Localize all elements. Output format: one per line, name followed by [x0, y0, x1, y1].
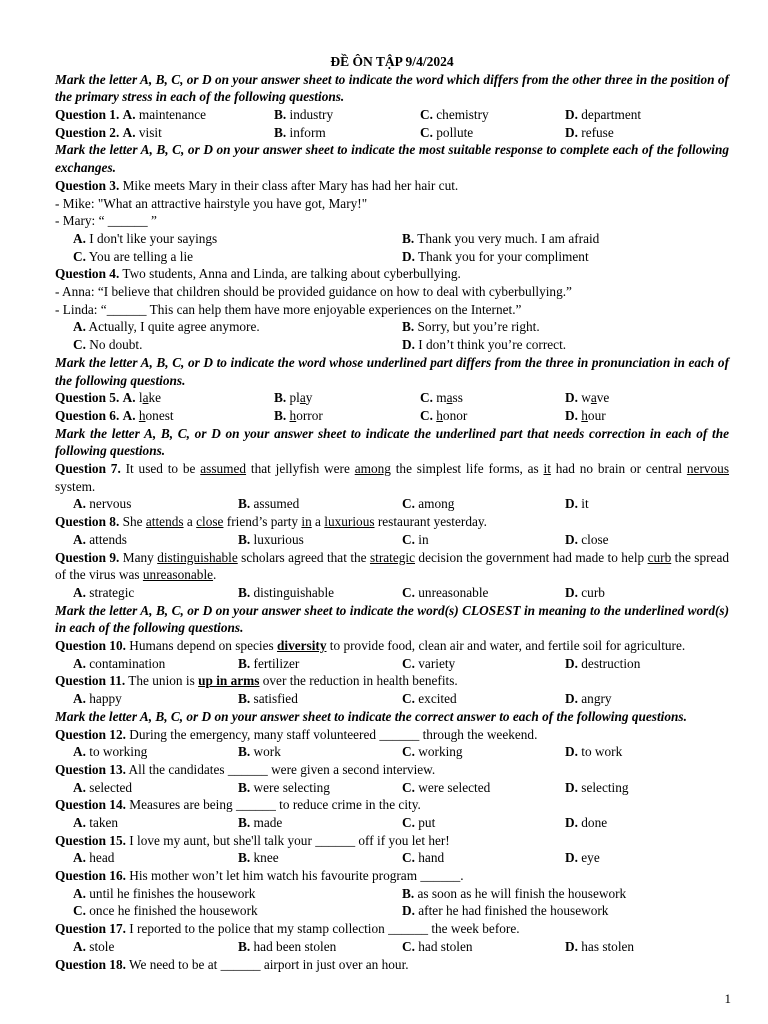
underlined-part: it — [543, 461, 551, 477]
option-letter: A. — [73, 850, 86, 866]
option-letter: B. — [238, 779, 251, 795]
text: over the reduction in health benefits. — [259, 673, 458, 689]
option-b: made — [253, 815, 283, 830]
text: a — [183, 514, 197, 530]
option-letter: A. — [73, 496, 86, 512]
option-c: pollute — [436, 124, 474, 140]
option-letter: D. — [565, 779, 578, 795]
option-b — [290, 408, 323, 423]
underlined-part: a — [590, 390, 597, 406]
option-c — [436, 390, 463, 405]
underlined-part: close — [196, 514, 224, 530]
text: It used to be — [120, 461, 201, 477]
option-letter: D. — [565, 107, 578, 123]
dialogue-line: - Linda: “______ This can help them have more enjoyable experiences on the Internet.” — [55, 301, 522, 317]
question-3-stem — [55, 177, 729, 195]
text: system. — [55, 478, 96, 494]
option-a: strategic — [89, 584, 135, 600]
question-label: Question 3. — [55, 177, 120, 193]
option-c: You are telling a lie — [88, 248, 194, 264]
text: that jellyfish were — [246, 461, 355, 477]
option-letter: C. — [73, 248, 86, 264]
word-part: orror — [296, 407, 323, 423]
question-8-options — [55, 531, 729, 549]
option-d: I don’t think you’re correct. — [418, 337, 567, 353]
option-letter: B. — [238, 691, 251, 707]
option-d: after he had finished the housework — [418, 903, 609, 919]
question-stem: Measures are being ______ to reduce crime in the city. — [125, 797, 421, 813]
question-7-options — [55, 495, 729, 513]
option-letter: D. — [565, 691, 578, 707]
option-a: happy — [89, 691, 122, 707]
option-c: among — [418, 496, 455, 512]
page-number: 1 — [724, 991, 731, 1006]
option-a — [139, 408, 174, 423]
option-letter: C. — [402, 496, 415, 512]
question-2 — [55, 124, 729, 142]
option-letter: D. — [565, 390, 578, 406]
question-18-stem — [55, 956, 729, 974]
word-part: l — [138, 390, 143, 406]
question-6 — [55, 407, 729, 425]
option-letter: B. — [402, 231, 415, 246]
text: The union is — [125, 673, 199, 689]
option-letter: A. — [73, 815, 86, 830]
option-letter: B. — [238, 655, 251, 671]
option-letter: A. — [73, 691, 86, 707]
question-stem: I love my aunt, but she'll talk your ______ off if you let her! — [125, 832, 450, 848]
option-a: to working — [89, 744, 148, 760]
option-b: assumed — [253, 496, 300, 512]
question-4-options-row-2 — [55, 336, 729, 354]
question-5 — [55, 389, 729, 407]
option-b: were selecting — [253, 779, 330, 795]
option-d: done — [581, 815, 608, 830]
option-letter: C. — [420, 107, 433, 123]
section-instruction-stress: Mark the letter A, B, C, or D on your answer sheet to indicate the word which differs from the other three in the position of the primary stress in each of the following questions. — [55, 71, 729, 105]
section-instruction-correct-answer: Mark the letter A, B, C, or D on your answer sheet to indicate the correct answer to each of the following questions. — [55, 708, 687, 724]
question-14-options — [55, 814, 729, 832]
text: She — [119, 514, 146, 530]
option-b: fertilizer — [253, 655, 300, 671]
option-letter: C. — [402, 655, 415, 671]
question-label: Question 11. — [55, 673, 126, 689]
option-letter: D. — [565, 124, 578, 140]
option-d: angry — [581, 691, 612, 707]
option-a: until he finishes the housework — [89, 885, 256, 901]
question-label: Question 8. — [55, 514, 120, 530]
word-part: m — [436, 390, 447, 406]
option-letter: D. — [565, 496, 578, 512]
underlined-part: nervous — [686, 461, 730, 477]
option-c: chemistry — [436, 107, 489, 123]
question-10-options — [55, 655, 729, 673]
option-b: work — [253, 744, 281, 760]
option-letter: A. — [73, 779, 86, 795]
question-label: Question 5. — [55, 390, 120, 406]
underlined-part: attends — [145, 514, 184, 530]
option-a: Actually, I quite agree anymore. — [88, 319, 260, 335]
option-a: attends — [89, 531, 127, 547]
option-a: contamination — [89, 655, 166, 671]
question-3-options-row-2 — [55, 248, 729, 266]
option-b: had been stolen — [253, 938, 337, 954]
word-part: ve — [596, 390, 610, 406]
underlined-part: h — [138, 407, 146, 423]
question-17-options — [55, 938, 729, 956]
option-letter: B. — [238, 584, 251, 600]
option-letter: C. — [402, 584, 415, 600]
question-label: Question 15. — [55, 832, 126, 848]
option-b: luxurious — [253, 531, 304, 547]
question-stem: All the candidates ______ were given a second interview. — [125, 761, 436, 777]
option-d: eye — [581, 850, 600, 866]
option-letter: C. — [420, 390, 433, 406]
option-letter: A. — [73, 319, 86, 335]
underlined-part: strategic — [369, 549, 416, 565]
option-letter: A. — [122, 390, 136, 406]
option-b: knee — [253, 850, 279, 866]
question-15-stem — [55, 832, 729, 850]
option-letter: A. — [73, 655, 86, 671]
option-a — [139, 390, 161, 405]
section-instruction-correction: Mark the letter A, B, C, or D on your answer sheet to indicate the underlined part that needs correction in each of the following questions. — [55, 425, 729, 459]
text: to provide food, clean air and water, and fertile soil for agriculture. — [326, 638, 686, 654]
option-letter: B. — [402, 885, 415, 901]
question-stem: We need to be at ______ airport in just over an hour. — [125, 956, 409, 972]
option-letter: A. — [73, 584, 86, 600]
underlined-part: h — [436, 407, 443, 423]
question-stem: I reported to the police that my stamp collection ______ the week before. — [125, 921, 520, 937]
option-c: had stolen — [418, 938, 473, 954]
question-16-stem — [55, 867, 729, 885]
option-letter: D. — [565, 531, 578, 547]
word-part: ke — [148, 390, 162, 406]
underlined-part: h — [289, 407, 297, 423]
word-part: ss — [452, 390, 463, 406]
option-b: satisfied — [253, 691, 298, 707]
question-14-stem — [55, 796, 729, 814]
option-letter: D. — [402, 248, 415, 264]
option-d — [581, 408, 605, 423]
option-a: visit — [138, 124, 162, 140]
option-d: curb — [581, 584, 605, 600]
option-letter: A. — [73, 531, 86, 547]
underlined-part: luxurious — [324, 514, 375, 530]
word-part: onest — [145, 407, 174, 423]
option-letter: A. — [122, 407, 136, 423]
question-stem: Mike meets Mary in their class after Mary has had her hair cut. — [122, 177, 459, 193]
question-label: Question 16. — [55, 868, 126, 884]
exam-document — [55, 53, 729, 973]
word-part: y — [305, 390, 313, 406]
option-a: taken — [89, 815, 119, 830]
question-13-stem — [55, 761, 729, 779]
option-a: nervous — [89, 496, 132, 512]
question-label: Question 17. — [55, 921, 126, 937]
question-stem: His mother won’t let him watch his favourite program ______. — [125, 868, 464, 884]
option-b: inform — [289, 124, 326, 140]
option-letter: C. — [73, 337, 86, 353]
underlined-part: h — [581, 407, 588, 423]
option-letter: C. — [402, 938, 415, 954]
option-letter: A. — [73, 885, 86, 901]
question-label: Question 14. — [55, 797, 126, 813]
option-c: once he finished the housework — [89, 903, 258, 919]
option-letter: B. — [274, 390, 287, 406]
option-d: refuse — [581, 124, 614, 140]
question-11-stem — [55, 672, 729, 690]
question-3-options-row-1 — [55, 230, 729, 248]
text: the simplest life forms, as — [390, 461, 544, 477]
dialogue-line: - Mike: "What an attractive hairstyle you have got, Mary!" — [55, 195, 368, 211]
option-c: variety — [418, 655, 456, 671]
question-8-stem — [55, 513, 729, 531]
option-letter: A. — [73, 231, 86, 246]
option-letter: D. — [402, 337, 415, 353]
option-letter: B. — [274, 124, 287, 140]
option-c — [436, 408, 467, 423]
question-label: Question 4. — [55, 266, 120, 282]
text: had no brain or central — [550, 461, 687, 477]
underlined-part: a — [446, 390, 453, 406]
option-letter: A. — [73, 938, 86, 954]
text: friend’s party — [223, 514, 302, 530]
option-letter: C. — [402, 850, 415, 866]
option-letter: C. — [402, 779, 415, 795]
text: restaurant yesterday. — [374, 514, 487, 530]
option-a: head — [89, 850, 115, 866]
question-stem: Two students, Anna and Linda, are talking about cyberbullying. — [122, 266, 461, 282]
option-letter: B. — [274, 407, 287, 423]
option-letter: B. — [238, 496, 251, 512]
question-7-stem — [55, 460, 729, 495]
text: the spread of the virus was — [55, 549, 730, 583]
option-c: No doubt. — [89, 337, 143, 353]
text: . — [213, 567, 217, 583]
option-letter: C. — [402, 744, 415, 760]
underlined-part: diversity — [276, 638, 327, 654]
option-d: it — [581, 496, 589, 512]
underlined-part: unreasonable — [142, 567, 214, 583]
text: a — [311, 514, 325, 530]
question-12-stem — [55, 726, 729, 744]
option-d: Thank you for your compliment — [418, 248, 589, 264]
option-letter: D. — [565, 815, 578, 830]
option-letter: B. — [402, 319, 415, 335]
option-letter: C. — [73, 903, 86, 919]
option-c: working — [418, 744, 463, 760]
question-15-options — [55, 849, 729, 867]
option-letter: A. — [122, 124, 136, 140]
underlined-part: a — [299, 390, 306, 406]
option-a: selected — [89, 779, 133, 795]
word-part: our — [587, 407, 606, 423]
word-part: w — [581, 390, 591, 406]
question-16-options-row-2 — [55, 902, 729, 920]
option-d: has stolen — [581, 938, 635, 954]
option-b: industry — [289, 107, 334, 123]
option-d: selecting — [581, 779, 629, 795]
option-a: stole — [89, 938, 115, 954]
section-instruction-exchanges: Mark the letter A, B, C, or D on your answer sheet to indicate the most suitable response to complete each of the following exchanges. — [55, 142, 729, 176]
question-label: Question 13. — [55, 761, 126, 777]
question-label: Question 9. — [55, 549, 120, 565]
question-label: Question 10. — [55, 638, 126, 654]
option-c: hand — [418, 850, 445, 866]
underlined-part: among — [354, 461, 391, 477]
option-letter: D. — [565, 655, 578, 671]
option-d: department — [581, 107, 642, 123]
option-d: close — [581, 531, 609, 547]
text: Many — [119, 549, 158, 565]
option-b: Thank you very much. I am afraid — [417, 231, 600, 246]
question-11-options — [55, 690, 729, 708]
word-part: pl — [289, 390, 300, 406]
question-stem: During the emergency, many staff volunteered ______ through the weekend. — [125, 726, 538, 742]
question-9-options — [55, 584, 729, 602]
option-letter: B. — [238, 744, 251, 760]
question-label: Question 7. — [55, 461, 121, 477]
option-b: as soon as he will finish the housework — [417, 885, 627, 901]
option-letter: C. — [420, 407, 433, 423]
option-c: excited — [418, 691, 457, 707]
word-part: onor — [442, 407, 468, 423]
option-b: distinguishable — [253, 584, 335, 600]
option-letter: D. — [565, 407, 578, 423]
question-12-options — [55, 743, 729, 761]
question-4-options-row-1 — [55, 318, 729, 336]
option-letter: D. — [565, 938, 578, 954]
option-d: to work — [581, 744, 623, 760]
option-a: maintenance — [138, 107, 207, 123]
option-letter: D. — [565, 744, 578, 760]
dialogue-line: - Mary: “ ______ ” — [55, 213, 157, 229]
underlined-part: curb — [647, 549, 672, 565]
option-a: I don't like your sayings — [89, 231, 218, 246]
question-10-stem — [55, 637, 729, 655]
text: scholars agreed that the — [237, 549, 370, 565]
text: Humans depend on species — [125, 638, 277, 654]
dialogue-line: - Anna: “I believe that children should be provided guidance on how to deal with cyberbullying.” — [55, 284, 572, 300]
option-letter: C. — [402, 691, 415, 707]
question-9-stem — [55, 549, 729, 584]
option-letter: C. — [402, 531, 415, 547]
option-letter: C. — [420, 124, 433, 140]
question-17-stem — [55, 920, 729, 938]
option-c: were selected — [418, 779, 491, 795]
option-b: Sorry, but you’re right. — [417, 319, 540, 335]
option-letter: B. — [274, 107, 287, 123]
underlined-part: distinguishable — [157, 549, 238, 565]
option-letter: D. — [565, 850, 578, 866]
option-d — [581, 390, 609, 405]
underlined-part: up in arms — [198, 673, 260, 689]
option-letter: C. — [402, 815, 415, 830]
section-instruction-closest-meaning: Mark the letter A, B, C, or D on your answer sheet to indicate the word(s) CLOSEST in meaning to the underlined word(s) in each of the following questions. — [55, 602, 729, 636]
question-16-options-row-1 — [55, 885, 729, 903]
option-c: put — [418, 815, 436, 830]
question-13-options — [55, 779, 729, 797]
option-c: unreasonable — [418, 584, 489, 600]
option-letter: D. — [565, 584, 578, 600]
question-label: Question 6. — [55, 407, 120, 423]
question-label: Question 1. — [55, 107, 120, 123]
underlined-part: assumed — [200, 461, 247, 477]
page-title: ĐỀ ÔN TẬP 9/4/2024 — [330, 54, 454, 69]
question-1 — [55, 106, 729, 124]
option-letter: B. — [238, 531, 251, 547]
text: decision the government had made to help — [415, 549, 648, 565]
option-letter: B. — [238, 938, 251, 954]
question-label: Question 2. — [55, 124, 120, 140]
underlined-part: a — [142, 390, 149, 406]
option-letter: B. — [238, 815, 251, 830]
option-letter: B. — [238, 850, 251, 866]
option-letter: A. — [122, 107, 136, 123]
question-4-stem — [55, 265, 729, 283]
section-instruction-pronunciation: Mark the letter A, B, C, or D to indicate the word whose underlined part differs from the three in pronunciation in each of the following questions. — [55, 354, 729, 388]
option-letter: A. — [73, 744, 86, 760]
question-label: Question 18. — [55, 956, 126, 972]
option-d: destruction — [581, 655, 641, 671]
underlined-part: in — [301, 514, 312, 530]
question-label: Question 12. — [55, 726, 126, 742]
option-letter: D. — [402, 903, 415, 919]
option-b — [290, 390, 313, 405]
option-c: in — [418, 531, 429, 547]
